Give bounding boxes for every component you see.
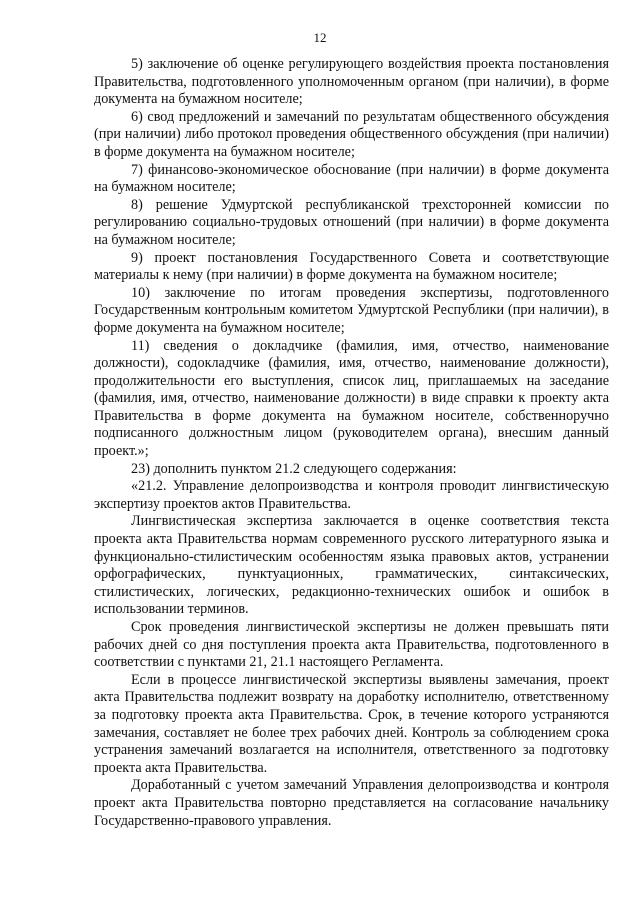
paragraph-linguistic-expertise: Лингвистическая экспертиза заключается в оценке соответствия текста проекта акта Правительства нормам современного русского литературного языка и функционально-стилистическим особенностям языка правовых актов, устранении орфографических, пунктуационных, грамматических, синтаксических, стилистических, логических, редакционно-технических ошибок и ошибок в использовании терминов. <box>94 513 609 618</box>
paragraph-remarks-procedure: Если в процессе лингвистической экспертизы выявлены замечания, проект акта Правительства подлежит возврату на доработку исполнителю, ответственному за подготовку проекта акта Правительства. Срок, в течение которого устраняются замечания, составляет не более трех рабочих дней. Контроль за соблюдением срока устранения замечаний возлагается на исполнителя, ответственного за подготовку проекта акта Правительства. <box>94 671 609 776</box>
paragraph-item-9: 9) проект постановления Государственного Совета и соответствующие материалы к нему (при наличии) в форме документа на бумажном носителе; <box>94 249 609 284</box>
paragraph-item-8: 8) решение Удмуртской республиканской трехсторонней комиссии по регулированию социально-трудовых отношений (при наличии) в форме документа на бумажном носителе; <box>94 196 609 248</box>
paragraph-expertise-term: Срок проведения лингвистической экспертизы не должен превышать пяти рабочих дней со дня поступления проекта акта Правительства, подготовленного в соответствии с пунктами 21, 21.1 настоящего Регламента. <box>94 619 609 671</box>
paragraph-clause-21-2: «21.2. Управление делопроизводства и контроля проводит лингвистическую экспертизу проектов актов Правительства. <box>94 478 609 512</box>
paragraph-item-7: 7) финансово-экономическое обоснование (при наличии) в форме документа на бумажном носителе; <box>94 161 609 196</box>
paragraph-item-10: 10) заключение по итогам проведения экспертизы, подготовленного Государственным контрольным комитетом Удмуртской Республики (при наличии), в форме документа на бумажном носителе; <box>94 284 609 336</box>
paragraph-resubmission: Доработанный с учетом замечаний Управления делопроизводства и контроля проект акта Правительства повторно представляется на согласование начальнику Государственно-правового управления. <box>94 777 609 829</box>
paragraph-item-5: 5) заключение об оценке регулирующего воздействия проекта постановления Правительства, подготовленного уполномоченным органом (при наличии), в форме документа на бумажном носителе; <box>94 56 609 108</box>
paragraph-amendment-23: 23) дополнить пунктом 21.2 следующего содержания: <box>131 460 457 477</box>
paragraph-item-6: 6) свод предложений и замечаний по результатам общественного обсуждения (при наличии) либо протокол проведения общественного обсуждения (при наличии) в форме документа на бумажном носителе; <box>94 108 609 160</box>
page-number: 12 <box>313 30 327 45</box>
document-body <box>94 56 609 830</box>
paragraph-item-11: 11) сведения о докладчике (фамилия, имя, отчество, наименование должности), содокладчике (фамилия, имя, отчество, наименование должности), продолжительности его выступления, список лиц, приглашаемых на заседание (фамилия, имя, отчество, наименование должности) в виде справки к проекту акта Правительства в форме документа на бумажном носителе, собственноручно подписанного должностным лицом (руководителем органа), внесшим данный проект.»; <box>94 337 609 460</box>
